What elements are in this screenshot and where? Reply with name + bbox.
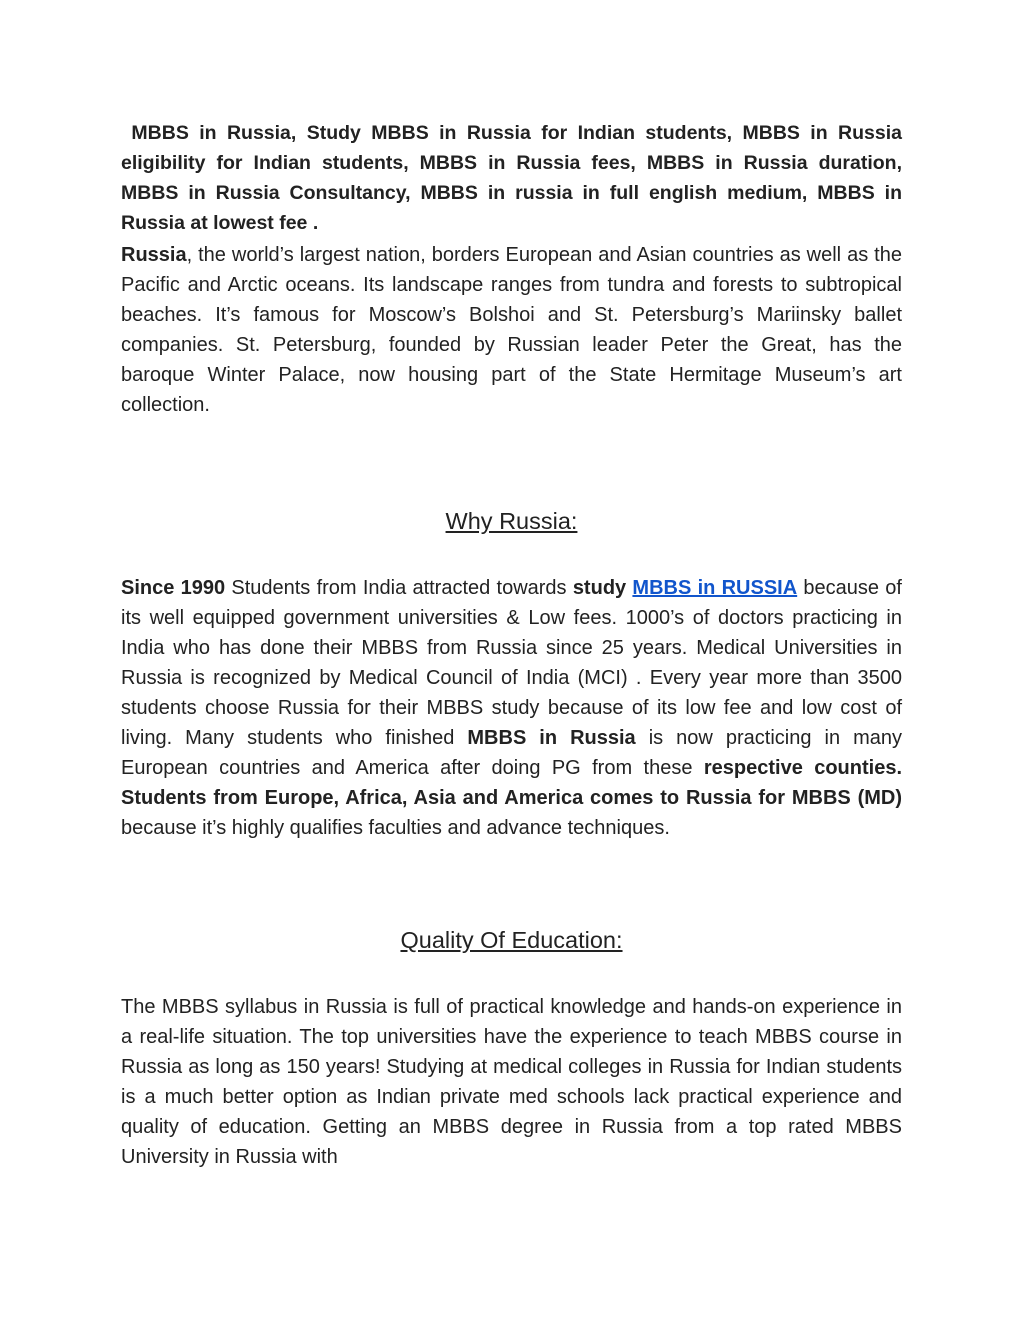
study-bold: study	[572, 577, 627, 599]
quality-of-education-heading: Quality Of Education:	[400, 927, 623, 953]
intro-text: MBBS in Russia, Study MBBS in Russia for Indian students, MBBS in Russia eligibility for Indian students, MBBS in Russia fees, MBBS in Russia duration, MBBS in Russia Consultancy, MBBS in russia in full english medium, MBBS in Russia at lowest fee .	[121, 122, 902, 234]
why-russia-heading: Why Russia:	[445, 508, 578, 534]
why-text-2: because of its well equipped government universities & Low fees. 1000’s of doctors practicing in India who has done their MBBS from Russia since 25 years. Medical Universities in Russia is recognized by Medical Council of India (MCI) . Every year more than 3500 students choose Russia for their MBBS study because of its low fee and low cost of living. Many students who finished	[121, 577, 902, 749]
quality-paragraph: The MBBS syllabus in Russia is full of practical knowledge and hands-on experience in a real-life situation. The top universities have the experience to teach MBBS course in Russia as long as 150 years! Studying at medical colleges in Russia for Indian students is a much better option as Indian private med schools lack practical experience and quality of education. Getting an MBBS degree in Russia from a top rated MBBS University in Russia with	[121, 996, 902, 1168]
intro-keywords	[121, 118, 902, 238]
russia-paragraph	[121, 240, 902, 420]
why-russia-paragraph	[121, 573, 902, 843]
russia-text: , the world’s largest nation, borders European and Asian countries as well as the Pacific and Arctic oceans. Its landscape ranges from tundra and forests to subtropical beaches. It’s famous for Moscow’s Bolshoi and St. Petersburg’s Mariinsky ballet companies. St. Petersburg, founded by Russian leader Peter the Great, has the baroque Winter Palace, now housing part of the State Hermitage Museum’s art collection.	[121, 244, 902, 416]
why-text-1: Students from India attracted towards	[225, 577, 573, 599]
respective-counties-bold: respective counties. Students from Europe, Africa, Asia and America comes to Russia for MBBS (MD)	[121, 757, 903, 809]
mbbs-in-russia-link[interactable]: MBBS in RUSSIA	[632, 577, 798, 599]
since-1990-bold: Since 1990	[121, 577, 226, 599]
mbbs-in-russia-bold: MBBS in Russia	[467, 727, 636, 749]
document-page	[121, 118, 902, 1172]
russia-bold-word: Russia	[121, 244, 187, 266]
why-text-3: is now practicing in many European countries and America after doing PG from these	[121, 727, 903, 779]
why-text-4: because it’s highly qualifies faculties and advance techniques.	[121, 817, 670, 839]
